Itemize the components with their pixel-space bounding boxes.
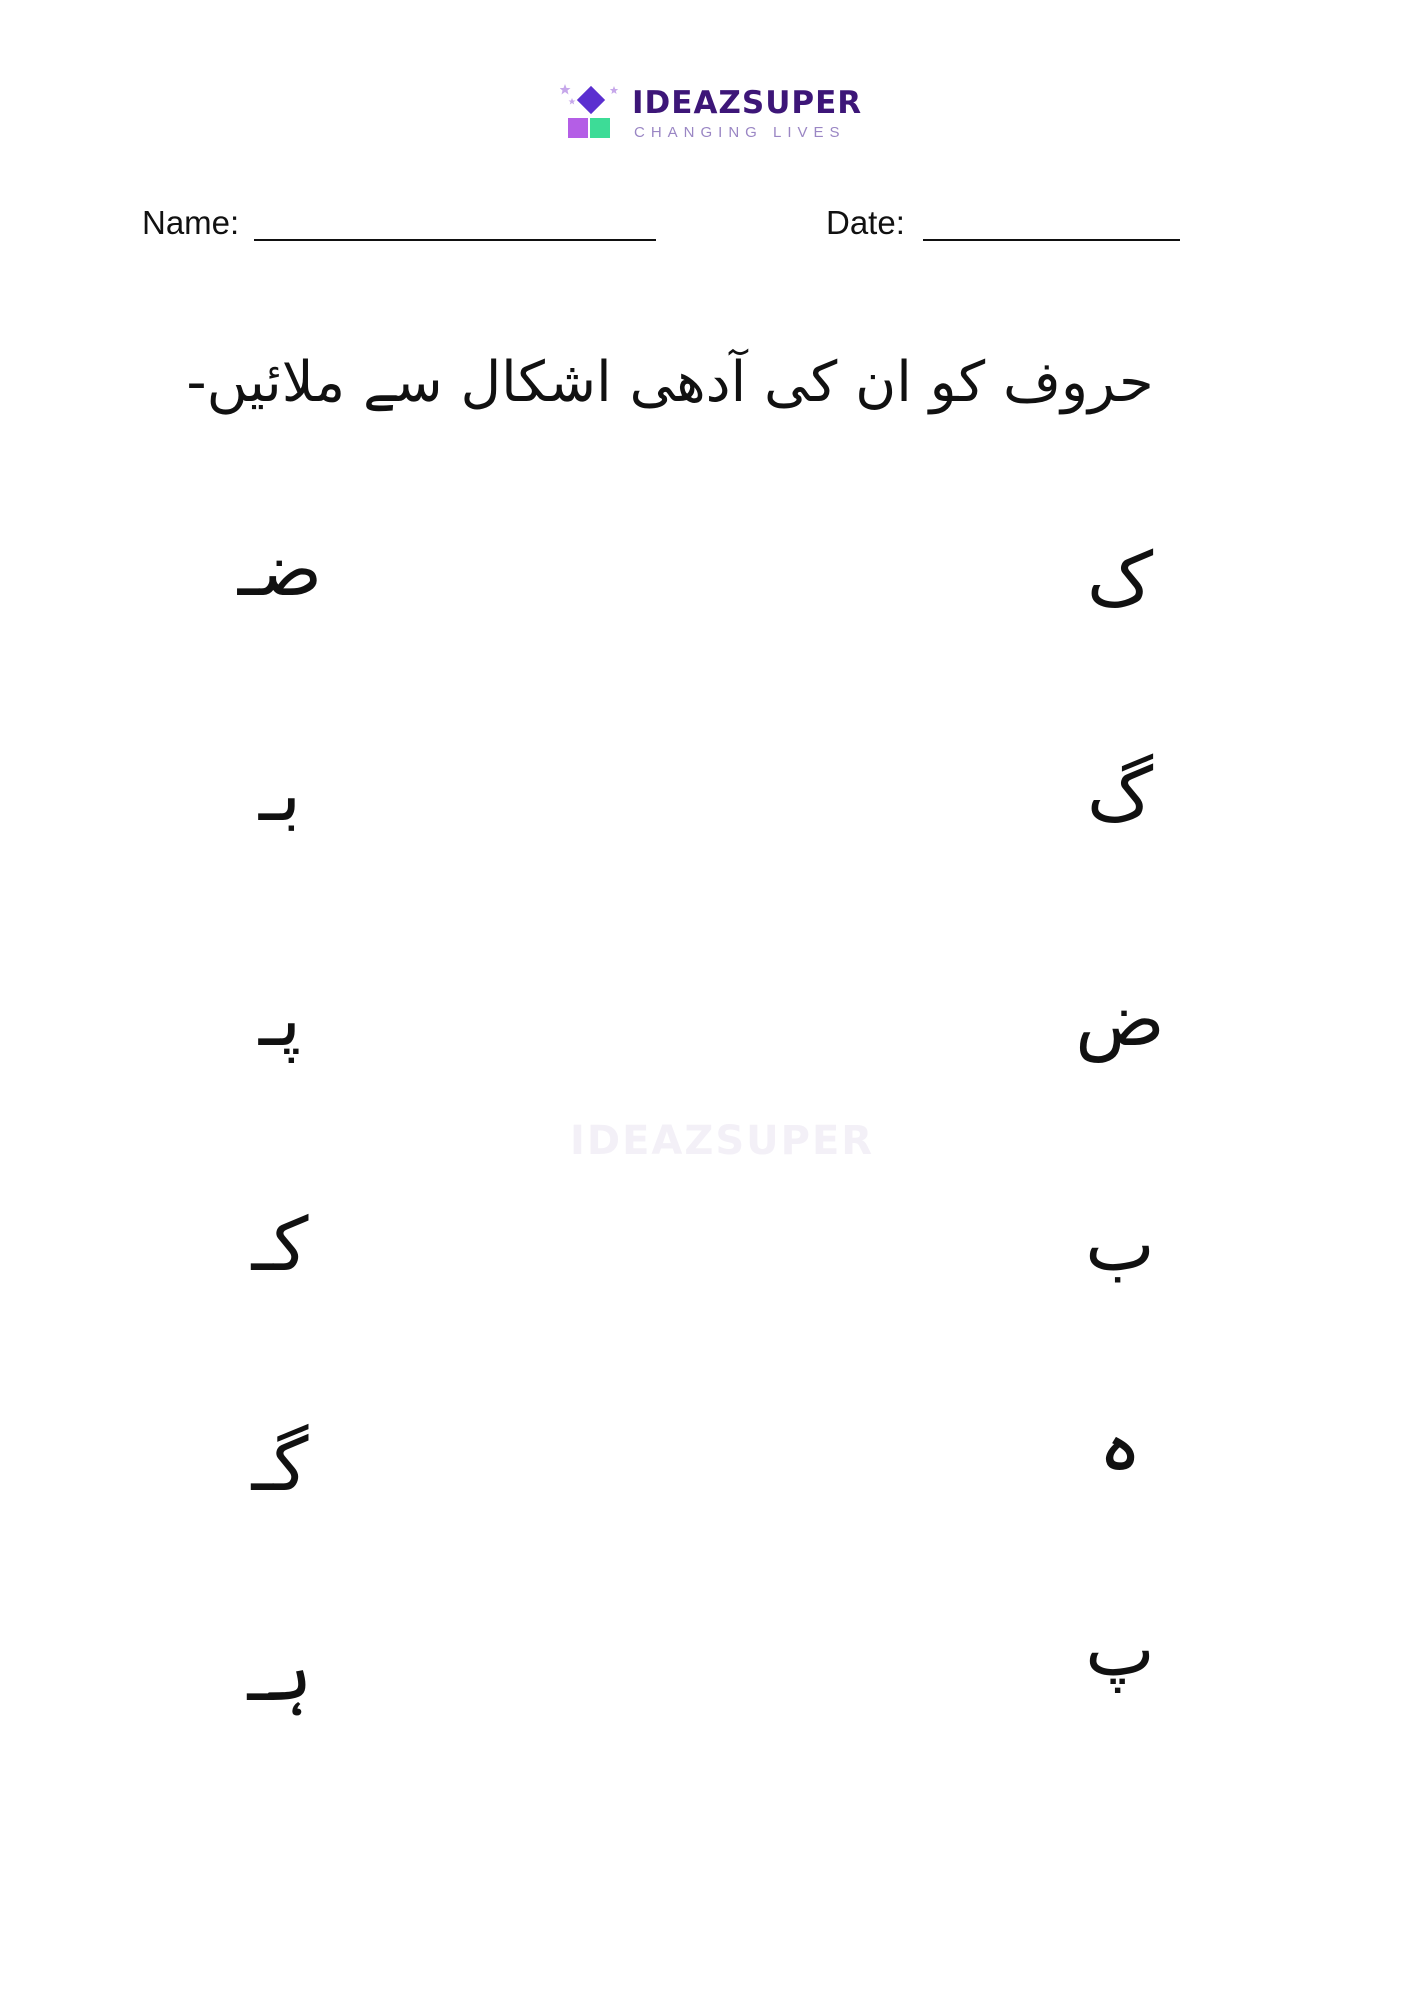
name-label: Name: [142, 204, 240, 241]
full-letter[interactable]: گ [1086, 752, 1154, 838]
brand-name: IDEAZSUPER [632, 85, 863, 121]
brand-tagline: CHANGING LIVES [634, 124, 846, 141]
instruction-heading: حروف کو ان کی آدھی اشکال سے ملائیں- [186, 350, 1154, 415]
full-letter[interactable]: ہ [1098, 1402, 1142, 1488]
half-form-letter[interactable]: ہـ [247, 1632, 313, 1718]
ideazsuper-logo-icon [560, 80, 622, 142]
half-form-letter[interactable]: بـ [258, 752, 302, 838]
full-letter[interactable]: ب [1085, 1202, 1155, 1288]
date-label: Date: [826, 204, 905, 241]
half-form-letter[interactable]: ضـ [237, 527, 323, 613]
half-form-letter[interactable]: کـ [251, 1202, 309, 1288]
full-letter[interactable]: پ [1085, 1607, 1155, 1693]
half-form-letter[interactable]: پـ [258, 977, 302, 1063]
full-letters-column [1010, 0, 1230, 2000]
half-forms-column [170, 0, 390, 2000]
watermark: IDEAZSUPER [570, 1118, 875, 1164]
half-form-letter[interactable]: گـ [251, 1422, 309, 1508]
full-letter[interactable]: ک [1086, 537, 1154, 623]
brand-logo [560, 80, 863, 146]
full-letter[interactable]: ض [1075, 977, 1165, 1063]
